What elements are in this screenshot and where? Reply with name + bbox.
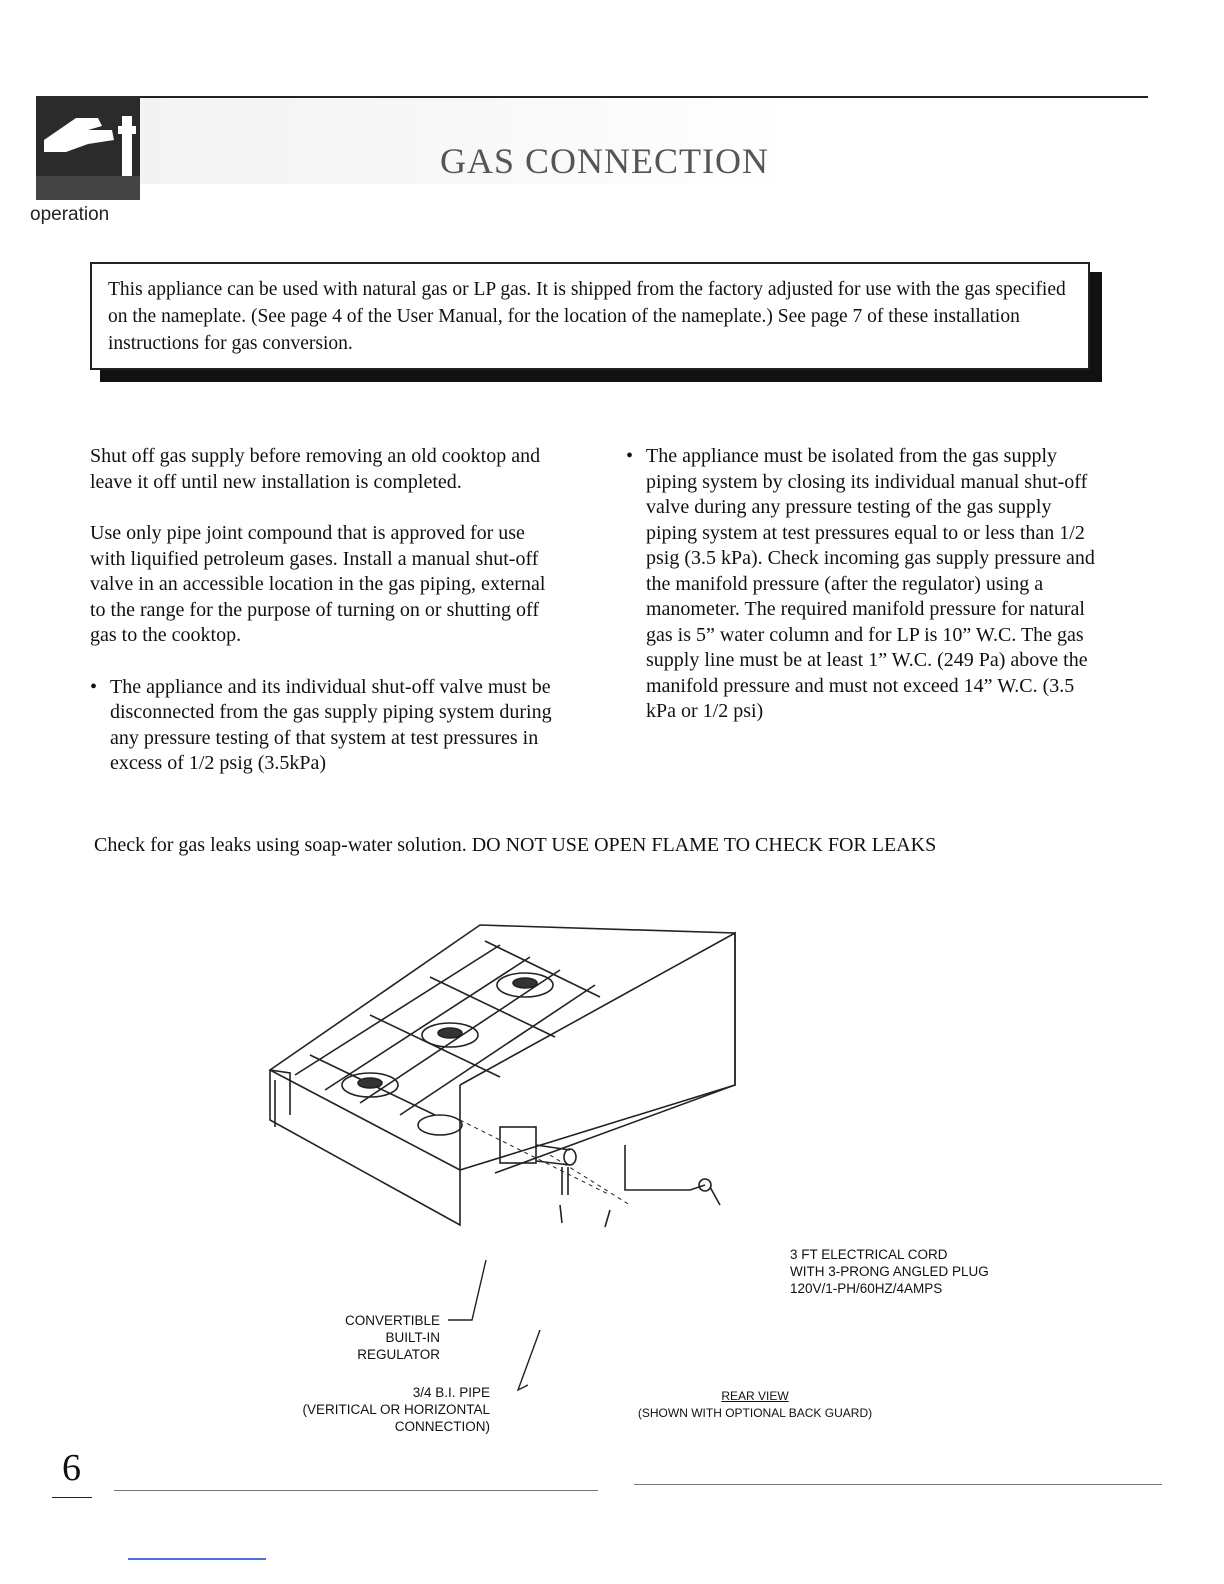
left-column <box>90 444 560 777</box>
right-column <box>626 444 1106 725</box>
view-title: REAR VIEW <box>721 1389 789 1403</box>
footer-rule <box>114 1490 598 1491</box>
bullet-item <box>626 444 1106 725</box>
notice-shadow <box>1090 272 1102 382</box>
notice-shadow <box>100 370 1102 382</box>
bullet-icon: • <box>626 445 634 467</box>
footer-rule <box>128 1558 266 1560</box>
notice-text: This appliance can be used with natural gas or LP gas. It is shipped from the factory adjusted for use with the gas specified on the nameplate. (See page 4 of the User Manual, for the location of the nameplate.) See page 7 of these installation instructions for gas conversion. <box>108 279 1066 354</box>
paragraph: Use only pipe joint compound that is approved for use with liquified petroleum gases. Install a manual shut-off valve in an accessible location in the gas piping, external to the range for the purpose of turning on or shutting off gas to the cooktop. <box>90 522 546 646</box>
section-label: operation <box>30 204 110 225</box>
hand-wrench-icon <box>36 96 140 200</box>
bullet-text: The appliance must be isolated from the gas supply piping system by closing its individual manual shut-off valve during any pressure testing of the gas supply piping system at test pressures equal to or less than 1/2 psig (3.5 kPa). Check incoming gas supply pressure and the manifold pressure (after the regulator) using a manometer. The required manifold pressure for natural gas is 5” water column and for LP is 10” W.C. The gas supply line must be at least 1” W.C. (249 Pa) above the manifold pressure and must not exceed 14” W.C. (3.5 kPa or 1/2 psi) <box>646 445 1095 722</box>
page-title: GAS CONNECTION <box>440 141 769 181</box>
bullet-item <box>90 675 560 777</box>
cooktop-rear-view-diagram <box>250 905 800 1235</box>
paragraph: Shut off gas supply before removing an old cooktop and leave it off until new installation is completed. <box>90 445 541 493</box>
bullet-icon: • <box>90 675 98 698</box>
electrical-cord-label: 3 FT ELECTRICAL CORD WITH 3-PRONG ANGLED PLUG 120V/1-PH/60HZ/4AMPS <box>790 1247 989 1296</box>
view-caption <box>620 1388 890 1422</box>
footer-rule <box>634 1484 1162 1485</box>
bullet-text: The appliance and its individual shut-off valve must be disconnected from the gas supply piping system during any pressure testing of that system at test pressures in excess of 1/2 psig (3.5kPa) <box>110 675 552 774</box>
regulator-label: CONVERTIBLE BUILT-IN REGULATOR <box>344 1313 440 1362</box>
view-subtitle: (SHOWN WITH OPTIONAL BACK GUARD) <box>637 1406 873 1420</box>
footer-rule <box>52 1497 92 1498</box>
page-number: 6 <box>62 1447 81 1489</box>
pipe-label: 3/4 B.I. PIPE (VERITICAL OR HORIZONTAL CONNECTION) <box>302 1385 490 1434</box>
leak-warning: Check for gas leaks using soap-water solution. DO NOT USE OPEN FLAME TO CHECK FOR LEAKS <box>94 834 937 856</box>
callout-lines <box>420 1260 580 1400</box>
